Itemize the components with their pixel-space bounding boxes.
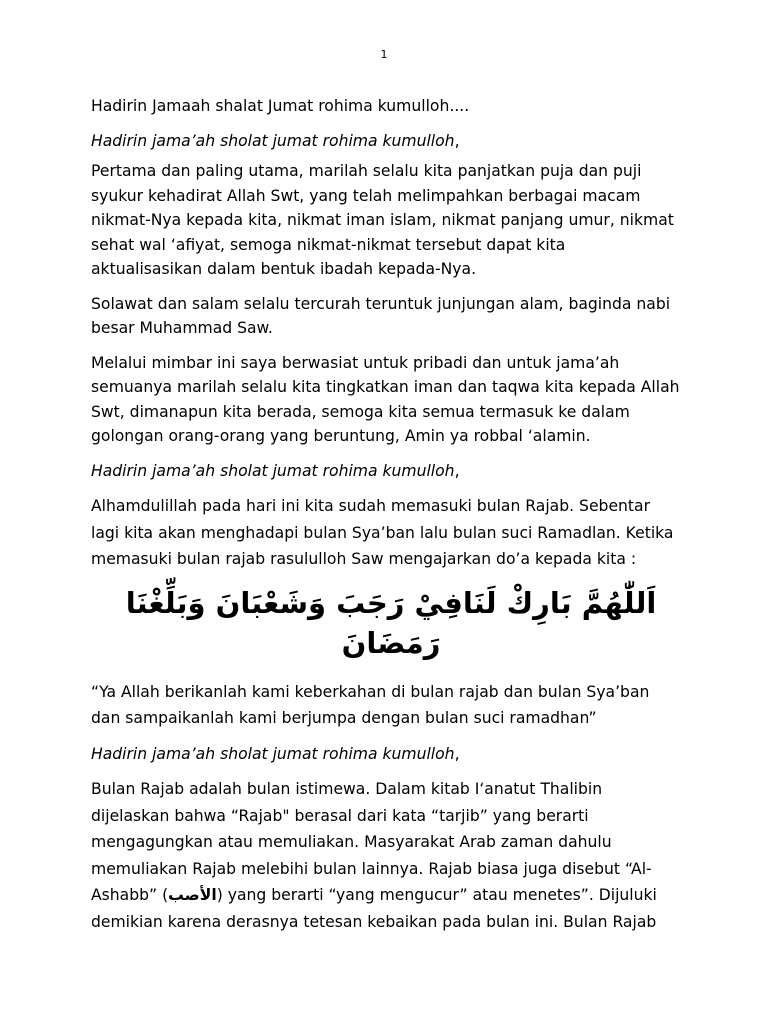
paragraph-rajab-line: Bulan Rajab adalah bulan istimewa. Dalam kitab I‘anatut Thalibin [91, 780, 603, 798]
salutation-3-comma: , [454, 744, 460, 763]
paragraph-alhamdulillah-line: lagi kita akan menghadapi bulan Sya’ban lalu bulan suci Ramadlan. Ketika [91, 523, 674, 542]
salutation-3 [91, 742, 691, 767]
paragraph-alhamdulillah-line: Alhamdulillah pada hari ini kita sudah memasuki bulan Rajab. Sebentar [91, 497, 650, 515]
paragraph-rajab-line: mengagungkan atau memuliakan. Masyarakat Arab zaman dahulu [91, 833, 612, 851]
paragraph-mimbar [91, 351, 691, 449]
paragraph-pertama-line: syukur kehadirat Allah Swt, yang telah melimpahkan berbagai macam [91, 186, 641, 205]
salutation-3-text: Hadirin jama’ah sholat jumat rohima kumulloh [91, 744, 455, 763]
paragraph-translation-line: dan sampaikanlah kami berjumpa dengan bulan suci ramadhan” [91, 709, 597, 727]
salutation-1-comma: , [454, 131, 460, 150]
paragraph-pertama-line: nikmat-Nya kepada kita, nikmat iman islam, nikmat panjang umur, nikmat [91, 211, 674, 229]
document-body [91, 94, 691, 945]
paragraph-alhamdulillah [91, 493, 691, 573]
paragraph-translation [91, 679, 691, 732]
arabic-prayer: اَللّٰهُمَّ بَارِكْ لَنَافِيْ رَجَبَ وَشَعْبَانَ وَبَلِّغْنَا رَمَضَانَ [125, 585, 657, 660]
paragraph-translation-line: “Ya Allah berikanlah kami keberkahan di bulan rajab dan bulan Sya’ban [91, 682, 650, 701]
ashabb-prefix: Ashabb” ( [91, 886, 169, 904]
paragraph-rajab [91, 776, 691, 935]
paragraph-pertama-line: Pertama dan paling utama, marilah selalu kita panjatkan puja dan puji [91, 162, 642, 180]
paragraph-rajab-line: memuliakan Rajab melebihi bulan lainnya. Rajab biasa juga disebut “Al- [91, 859, 652, 878]
salutation-2-text: Hadirin jama’ah sholat jumat rohima kumulloh [91, 461, 455, 480]
paragraph-solawat-line: Solawat dan salam selalu tercurah teruntuk junjungan alam, baginda nabi [91, 294, 671, 313]
paragraph-mimbar-line: Swt, dimanapun kita berada, semoga kita semua termasuk ke dalam [91, 402, 630, 421]
paragraph-pertama-line: aktualisasikan dalam bentuk ibadah kepada-Nya. [91, 260, 477, 278]
salutation-2-comma: , [454, 461, 460, 480]
salutation-2 [91, 459, 691, 484]
paragraph-pertama [91, 159, 691, 282]
paragraph-rajab-line: demikian karena derasnya tetesan kebaikan pada bulan ini. Bulan Rajab [91, 912, 657, 931]
ashabb-arabic-word: الأصب [168, 886, 217, 904]
paragraph-mimbar-line: semuanya marilah selalu kita tingkatkan iman dan taqwa kita kepada Allah [91, 378, 680, 396]
paragraph-mimbar-line: Melalui mimbar ini saya berwasiat untuk pribadi dan untuk jama’ah [91, 353, 620, 372]
ashabb-suffix: ) yang berarti “yang mengucur” atau menetes”. Dijuluki [216, 886, 657, 904]
paragraph-rajab-line: dijelaskan bahwa “Rajab" berasal dari kata “tarjib” yang berarti [91, 806, 589, 825]
paragraph-mimbar-line: golongan orang-orang yang beruntung, Amin ya robbal ‘alamin. [91, 427, 591, 445]
opening-greeting: Hadirin Jamaah shalat Jumat rohima kumulloh.... [91, 97, 470, 115]
salutation-1-text: Hadirin jama’ah sholat jumat rohima kumulloh [91, 131, 455, 150]
page-number: 1 [380, 48, 388, 61]
paragraph-alhamdulillah-line: memasuki bulan rajab rasululloh Saw mengajarkan do’a kepada kita : [91, 550, 637, 568]
salutation-1 [91, 129, 691, 154]
paragraph-pertama-line: sehat wal ‘afiyat, semoga nikmat-nikmat tersebut dapat kita [91, 235, 566, 254]
paragraph-solawat-line: besar Muhammad Saw. [91, 319, 273, 337]
paragraph-solawat [91, 292, 691, 341]
